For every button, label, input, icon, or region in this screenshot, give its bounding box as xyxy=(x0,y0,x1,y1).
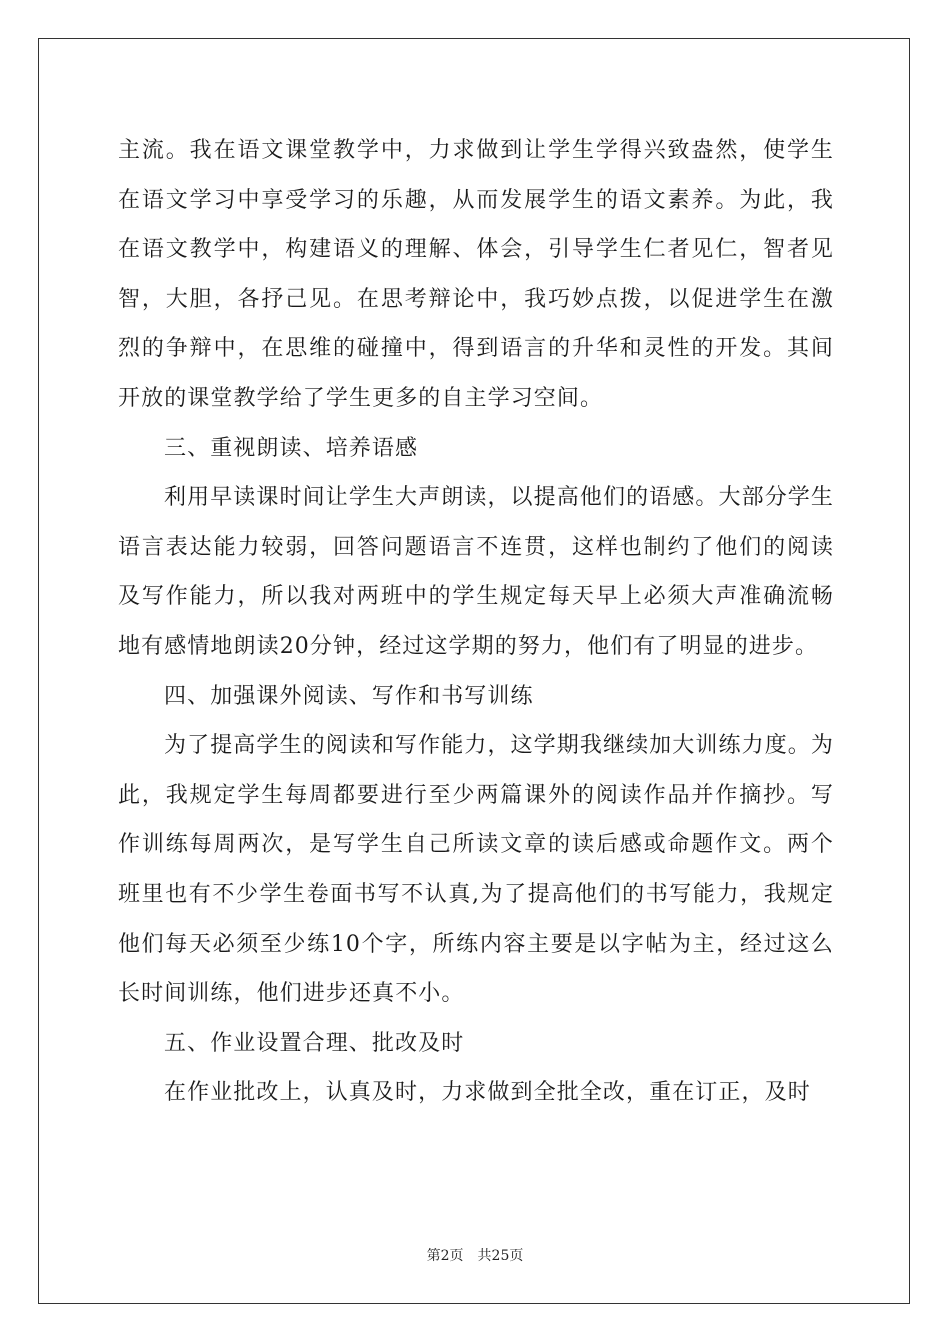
document-body xyxy=(118,126,834,1118)
section-heading: 四、加强课外阅读、写作和书写训练 xyxy=(164,683,534,709)
body-paragraph: 主流。我在语文课堂教学中，力求做到让学生学得兴致盎然，使学生在语文学习中享受学习的乐趣，从而发展学生的语文素养。为此，我在语文教学中，构建语义的理解、体会，引导学生仁者见仁，智者见智，大胆，各抒己见。在思考辩论中，我巧妙点拨，以促进学生在激烈的争辩中，在思维的碰撞中，得到语言的升华和灵性的开发。其间开放的课堂教学给了学生更多的自主学习空间。 xyxy=(118,138,834,411)
page-footer xyxy=(0,1246,950,1266)
body-paragraph: 利用早读课时间让学生大声朗读，以提高他们的语感。大部分学生语言表达能力较弱，回答问题语言不连贯，这样也制约了他们的阅读及写作能力，所以我对两班中的学生规定每天早上必须大声准确流畅地有感情地朗读20分钟，经过这学期的努力，他们有了明显的进步。 xyxy=(118,485,834,659)
section-heading: 五、作业设置合理、批改及时 xyxy=(164,1030,465,1056)
page-number-total: 共25页 xyxy=(477,1248,524,1264)
body-paragraph: 为了提高学生的阅读和写作能力，这学期我继续加大训练力度。为此，我规定学生每周都要进行至少两篇课外的阅读作品并作摘抄。写作训练每周两次，是写学生自己所读文章的读后感或命题作文。两个班里也有不少学生卷面书写不认真,为了提高他们的书写能力，我规定他们每天必须至少练10个字，所练内容主要是以字帖为主，经过这么长时间训练，他们进步还真不小。 xyxy=(118,733,834,1007)
section-heading: 三、重视朗读、培养语感 xyxy=(164,435,419,461)
body-paragraph: 在作业批改上，认真及时，力求做到全批全改，重在订正，及时 xyxy=(164,1080,811,1106)
page-number-current: 第2页 xyxy=(426,1248,464,1264)
